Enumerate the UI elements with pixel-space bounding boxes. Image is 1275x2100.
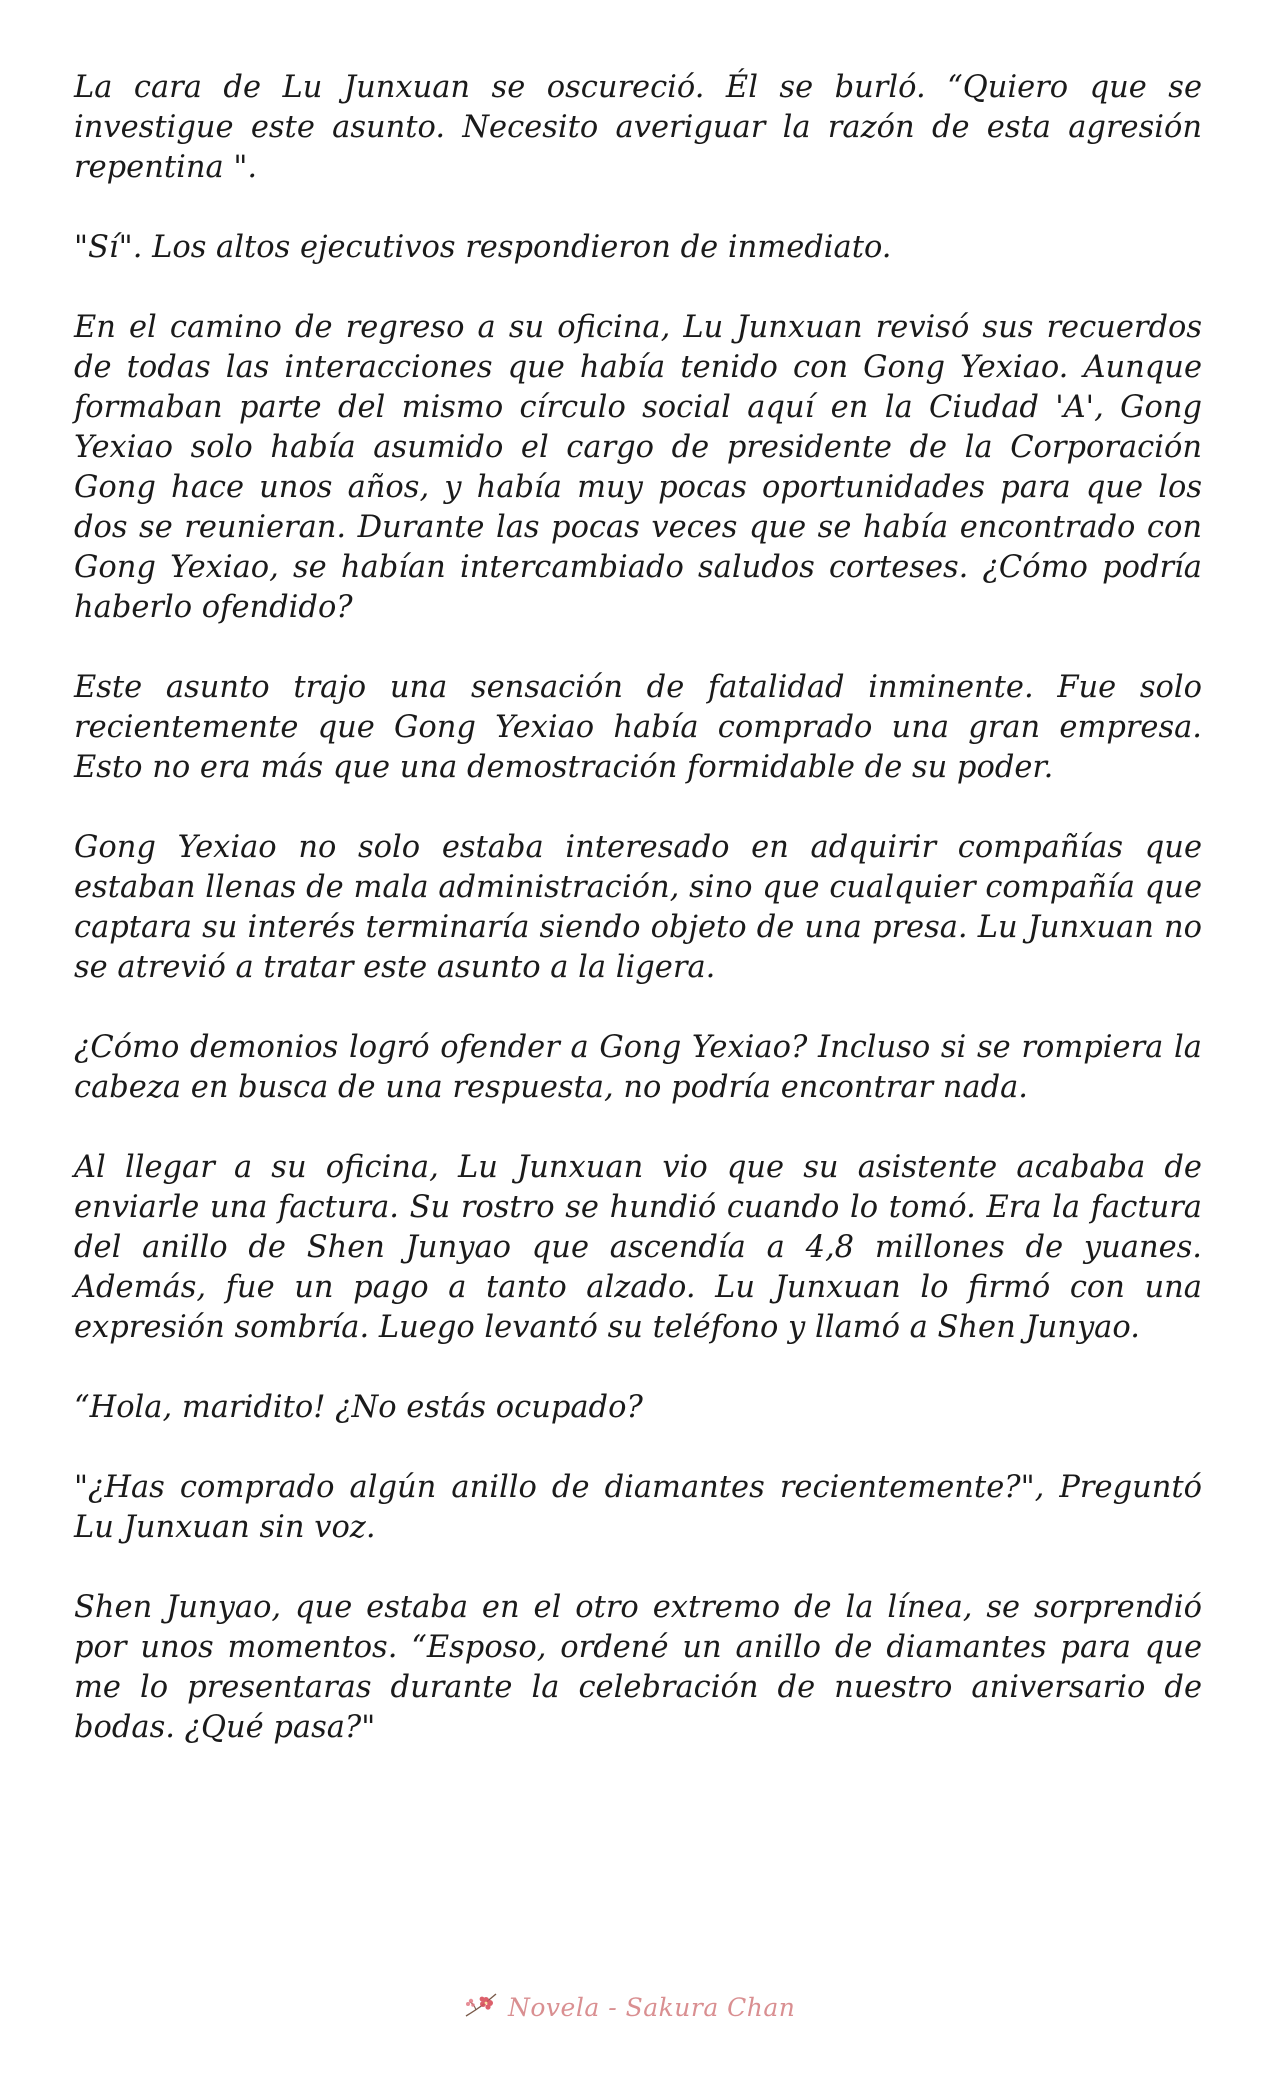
paragraph-10: Shen Junyao, que estaba en el otro extremo de la línea, se sorprendió por unos momentos. “Esposo, ordené un anillo de diamantes para que me lo presentaras durante la celebración de nuestro aniversario de bodas. ¿Qué pasa?" [74,1590,1202,1745]
paragraph-2: "Sí". Los altos ejecutivos respondieron de inmediato. [74,230,892,265]
paragraph-1: La cara de Lu Junxuan se oscureció. Él se burló. “Quiero que se investigue este asunto. Necesito averiguar la razón de esta agresión repentina ". [74,70,1202,185]
paragraph-6: ¿Cómo demonios logró ofender a Gong Yexiao? Incluso si se rompiera la cabeza en busca de una respuesta, no podría encontrar nada. [74,1030,1202,1105]
cherry-blossom-icon [462,1990,500,2024]
watermark-text: Novela - Sakura Chan [508,1992,796,2022]
paragraph-7: Al llegar a su oficina, Lu Junxuan vio que su asistente acababa de enviarle una factura. Su rostro se hundió cuando lo tomó. Era la factura del anillo de Shen Junyao que ascendía a 4,8 millones de yuanes. Además, fue un pago a tanto alzado. Lu Junxuan lo firmó con una expresión sombría. Luego levantó su teléfono y llamó a Shen Junyao. [74,1150,1202,1345]
paragraph-8: “Hola, maridito! ¿No estás ocupado? [74,1390,643,1425]
paragraph-4: Este asunto trajo una sensación de fatalidad inminente. Fue solo recientemente que Gong Yexiao había comprado una gran empresa. Esto no era más que una demostración formidable de su poder. [74,670,1202,785]
document-text [74,68,1202,1788]
watermark [462,1990,795,2024]
paragraph-5: Gong Yexiao no solo estaba interesado en adquirir compañías que estaban llenas de mala administración, sino que cualquier compañía que captara su interés terminaría siendo objeto de una presa. Lu Junxuan no se atrevió a tratar este asunto a la ligera. [74,830,1202,985]
paragraph-3: En el camino de regreso a su oficina, Lu Junxuan revisó sus recuerdos de todas las interacciones que había tenido con Gong Yexiao. Aunque formaban parte del mismo círculo social aquí en la Ciudad 'A', Gong Yexiao solo había asumido el cargo de presidente de la Corporación Gong hace unos años, y había muy pocas oportunidades para que los dos se reunieran. Durante las pocas veces que se había encontrado con Gong Yexiao, se habían intercambiado saludos corteses. ¿Cómo podría haberlo ofendido? [74,310,1202,625]
paragraph-9: "¿Has comprado algún anillo de diamantes recientemente?", Preguntó Lu Junxuan sin voz. [74,1470,1202,1545]
